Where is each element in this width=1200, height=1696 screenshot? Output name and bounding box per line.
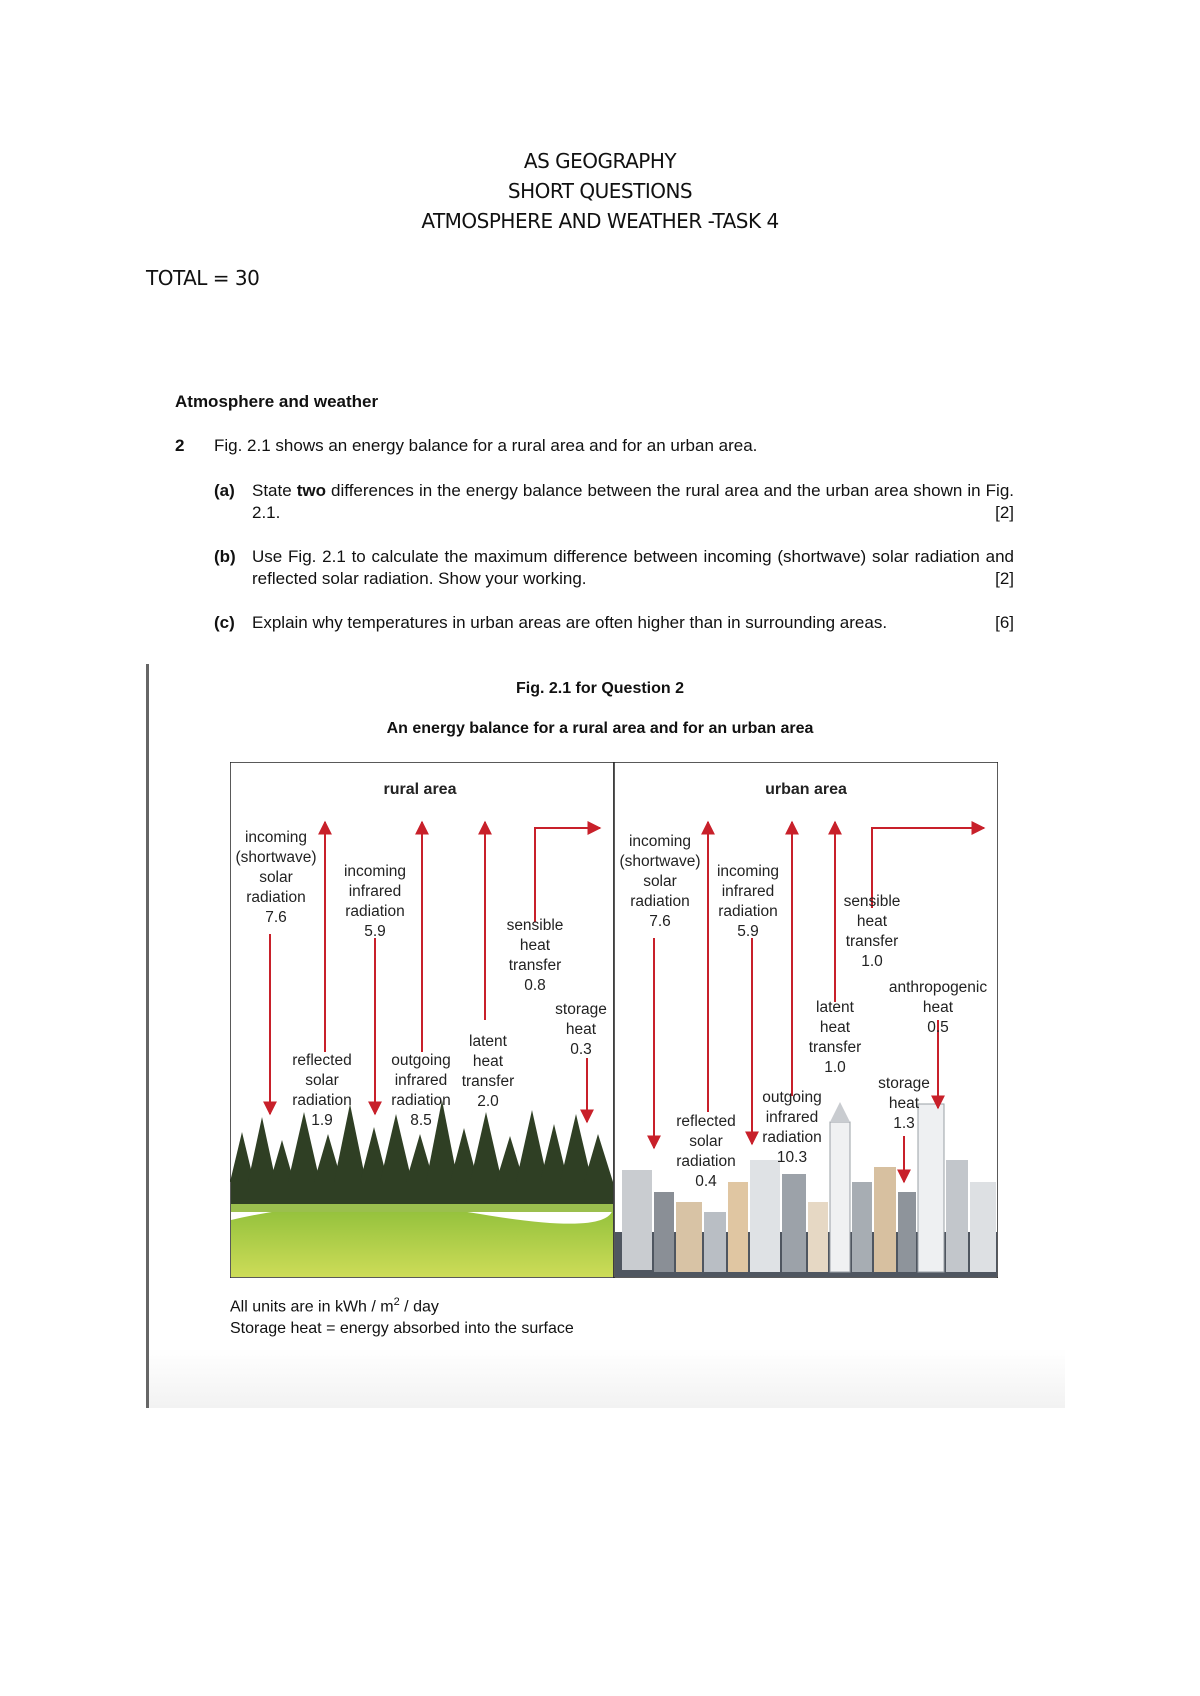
svg-text:1.0: 1.0: [824, 1059, 846, 1076]
question-part-b: [214, 546, 1014, 590]
svg-text:reflected: reflected: [676, 1113, 736, 1130]
part-marks: [6]: [995, 613, 1014, 632]
urban-title: urban area: [765, 781, 847, 798]
svg-text:0.8: 0.8: [524, 977, 546, 994]
svg-text:radiation: radiation: [345, 903, 405, 920]
svg-text:heat: heat: [565, 1021, 597, 1038]
svg-text:radiation: radiation: [718, 903, 778, 920]
svg-text:reflected: reflected: [292, 1052, 352, 1069]
svg-text:incoming: incoming: [343, 863, 407, 880]
svg-text:7.6: 7.6: [265, 909, 287, 926]
svg-text:heat: heat: [519, 937, 551, 954]
svg-text:radiation: radiation: [246, 889, 306, 906]
svg-text:2.0: 2.0: [477, 1093, 499, 1110]
header-line-3: ATMOSPHERE AND WEATHER -TASK 4: [421, 209, 779, 233]
svg-text:radiation: radiation: [391, 1092, 451, 1109]
svg-text:incoming: incoming: [244, 829, 308, 846]
svg-text:infrared: infrared: [394, 1072, 448, 1089]
svg-text:0.4: 0.4: [695, 1173, 717, 1190]
svg-text:incoming: incoming: [628, 833, 692, 850]
svg-text:storage: storage: [878, 1075, 930, 1092]
svg-text:1.3: 1.3: [893, 1115, 915, 1132]
svg-text:heat: heat: [888, 1095, 920, 1112]
svg-text:5.9: 5.9: [737, 923, 759, 940]
part-label: (a): [214, 481, 235, 500]
svg-text:radiation: radiation: [676, 1153, 736, 1170]
total-marks: TOTAL = 30: [146, 266, 260, 290]
svg-text:(shortwave): (shortwave): [235, 849, 317, 866]
svg-text:5.9: 5.9: [364, 923, 386, 940]
svg-text:outgoing: outgoing: [762, 1089, 822, 1106]
svg-text:8.5: 8.5: [410, 1112, 432, 1129]
question-text: Fig. 2.1 shows an energy balance for a rural area and for an urban area.: [214, 436, 758, 455]
svg-text:sensible: sensible: [843, 893, 901, 910]
svg-text:1.0: 1.0: [861, 953, 883, 970]
svg-text:heat: heat: [856, 913, 888, 930]
svg-text:radiation: radiation: [630, 893, 690, 910]
svg-text:infrared: infrared: [765, 1109, 819, 1126]
units-note: All units are in kWh / $m^2$ / day: [230, 1296, 439, 1316]
part-text: Explain why temperatures in urban areas are often higher than in surrounding areas.: [252, 613, 888, 632]
svg-text:latent: latent: [469, 1033, 507, 1050]
svg-text:incoming: incoming: [716, 863, 780, 880]
question-part-c: [214, 612, 1014, 634]
svg-text:infrared: infrared: [348, 883, 402, 900]
svg-text:(shortwave): (shortwave): [619, 853, 701, 870]
svg-text:transfer: transfer: [808, 1039, 862, 1056]
svg-text:10.3: 10.3: [776, 1149, 808, 1166]
part-text: Use Fig. 2.1 to calculate the maximum difference between incoming (shortwave) solar radiation and reflected solar radiation. Show your working.: [252, 547, 1014, 588]
svg-text:solar: solar: [259, 869, 293, 886]
svg-text:storage: storage: [555, 1001, 607, 1018]
part-label: (b): [214, 547, 236, 566]
svg-text:7.6: 7.6: [649, 913, 671, 930]
figure-subtitle: An energy balance for a rural area and for an urban area: [386, 720, 814, 737]
svg-text:0.5: 0.5: [927, 1019, 949, 1036]
header-line-2: SHORT QUESTIONS: [507, 179, 693, 203]
svg-text:heat: heat: [472, 1053, 504, 1070]
document-header: [0, 146, 1200, 236]
svg-text:transfer: transfer: [508, 957, 562, 974]
energy-balance-diagram: [230, 762, 998, 1278]
svg-text:latent: latent: [816, 999, 854, 1016]
part-marks: [2]: [995, 569, 1014, 588]
part-label: (c): [214, 613, 235, 632]
svg-text:heat: heat: [922, 999, 954, 1016]
svg-text:anthropogenic: anthropogenic: [888, 979, 988, 996]
svg-text:transfer: transfer: [845, 933, 899, 950]
question-part-a: [214, 480, 1014, 524]
svg-text:outgoing: outgoing: [391, 1052, 451, 1069]
svg-text:solar: solar: [305, 1072, 339, 1089]
part-text: State two differences in the energy balance between the rural area and the urban area shown in Fig. 2.1.: [252, 481, 1014, 522]
section-title: Atmosphere and weather: [175, 392, 379, 411]
svg-text:heat: heat: [819, 1019, 851, 1036]
rural-title: rural area: [383, 781, 457, 798]
svg-text:radiation: radiation: [292, 1092, 352, 1109]
svg-text:solar: solar: [643, 873, 677, 890]
svg-text:sensible: sensible: [506, 917, 564, 934]
svg-text:0.3: 0.3: [570, 1041, 592, 1058]
svg-text:solar: solar: [689, 1133, 723, 1150]
svg-text:infrared: infrared: [721, 883, 775, 900]
svg-text:radiation: radiation: [762, 1129, 822, 1146]
part-marks: [2]: [995, 503, 1014, 522]
storage-note: Storage heat = energy absorbed into the surface: [230, 1320, 574, 1337]
svg-text:1.9: 1.9: [311, 1112, 333, 1129]
question-number: 2: [175, 436, 185, 455]
svg-text:transfer: transfer: [461, 1073, 515, 1090]
header-line-1: AS GEOGRAPHY: [523, 149, 677, 173]
figure-title: Fig. 2.1 for Question 2: [515, 680, 685, 697]
